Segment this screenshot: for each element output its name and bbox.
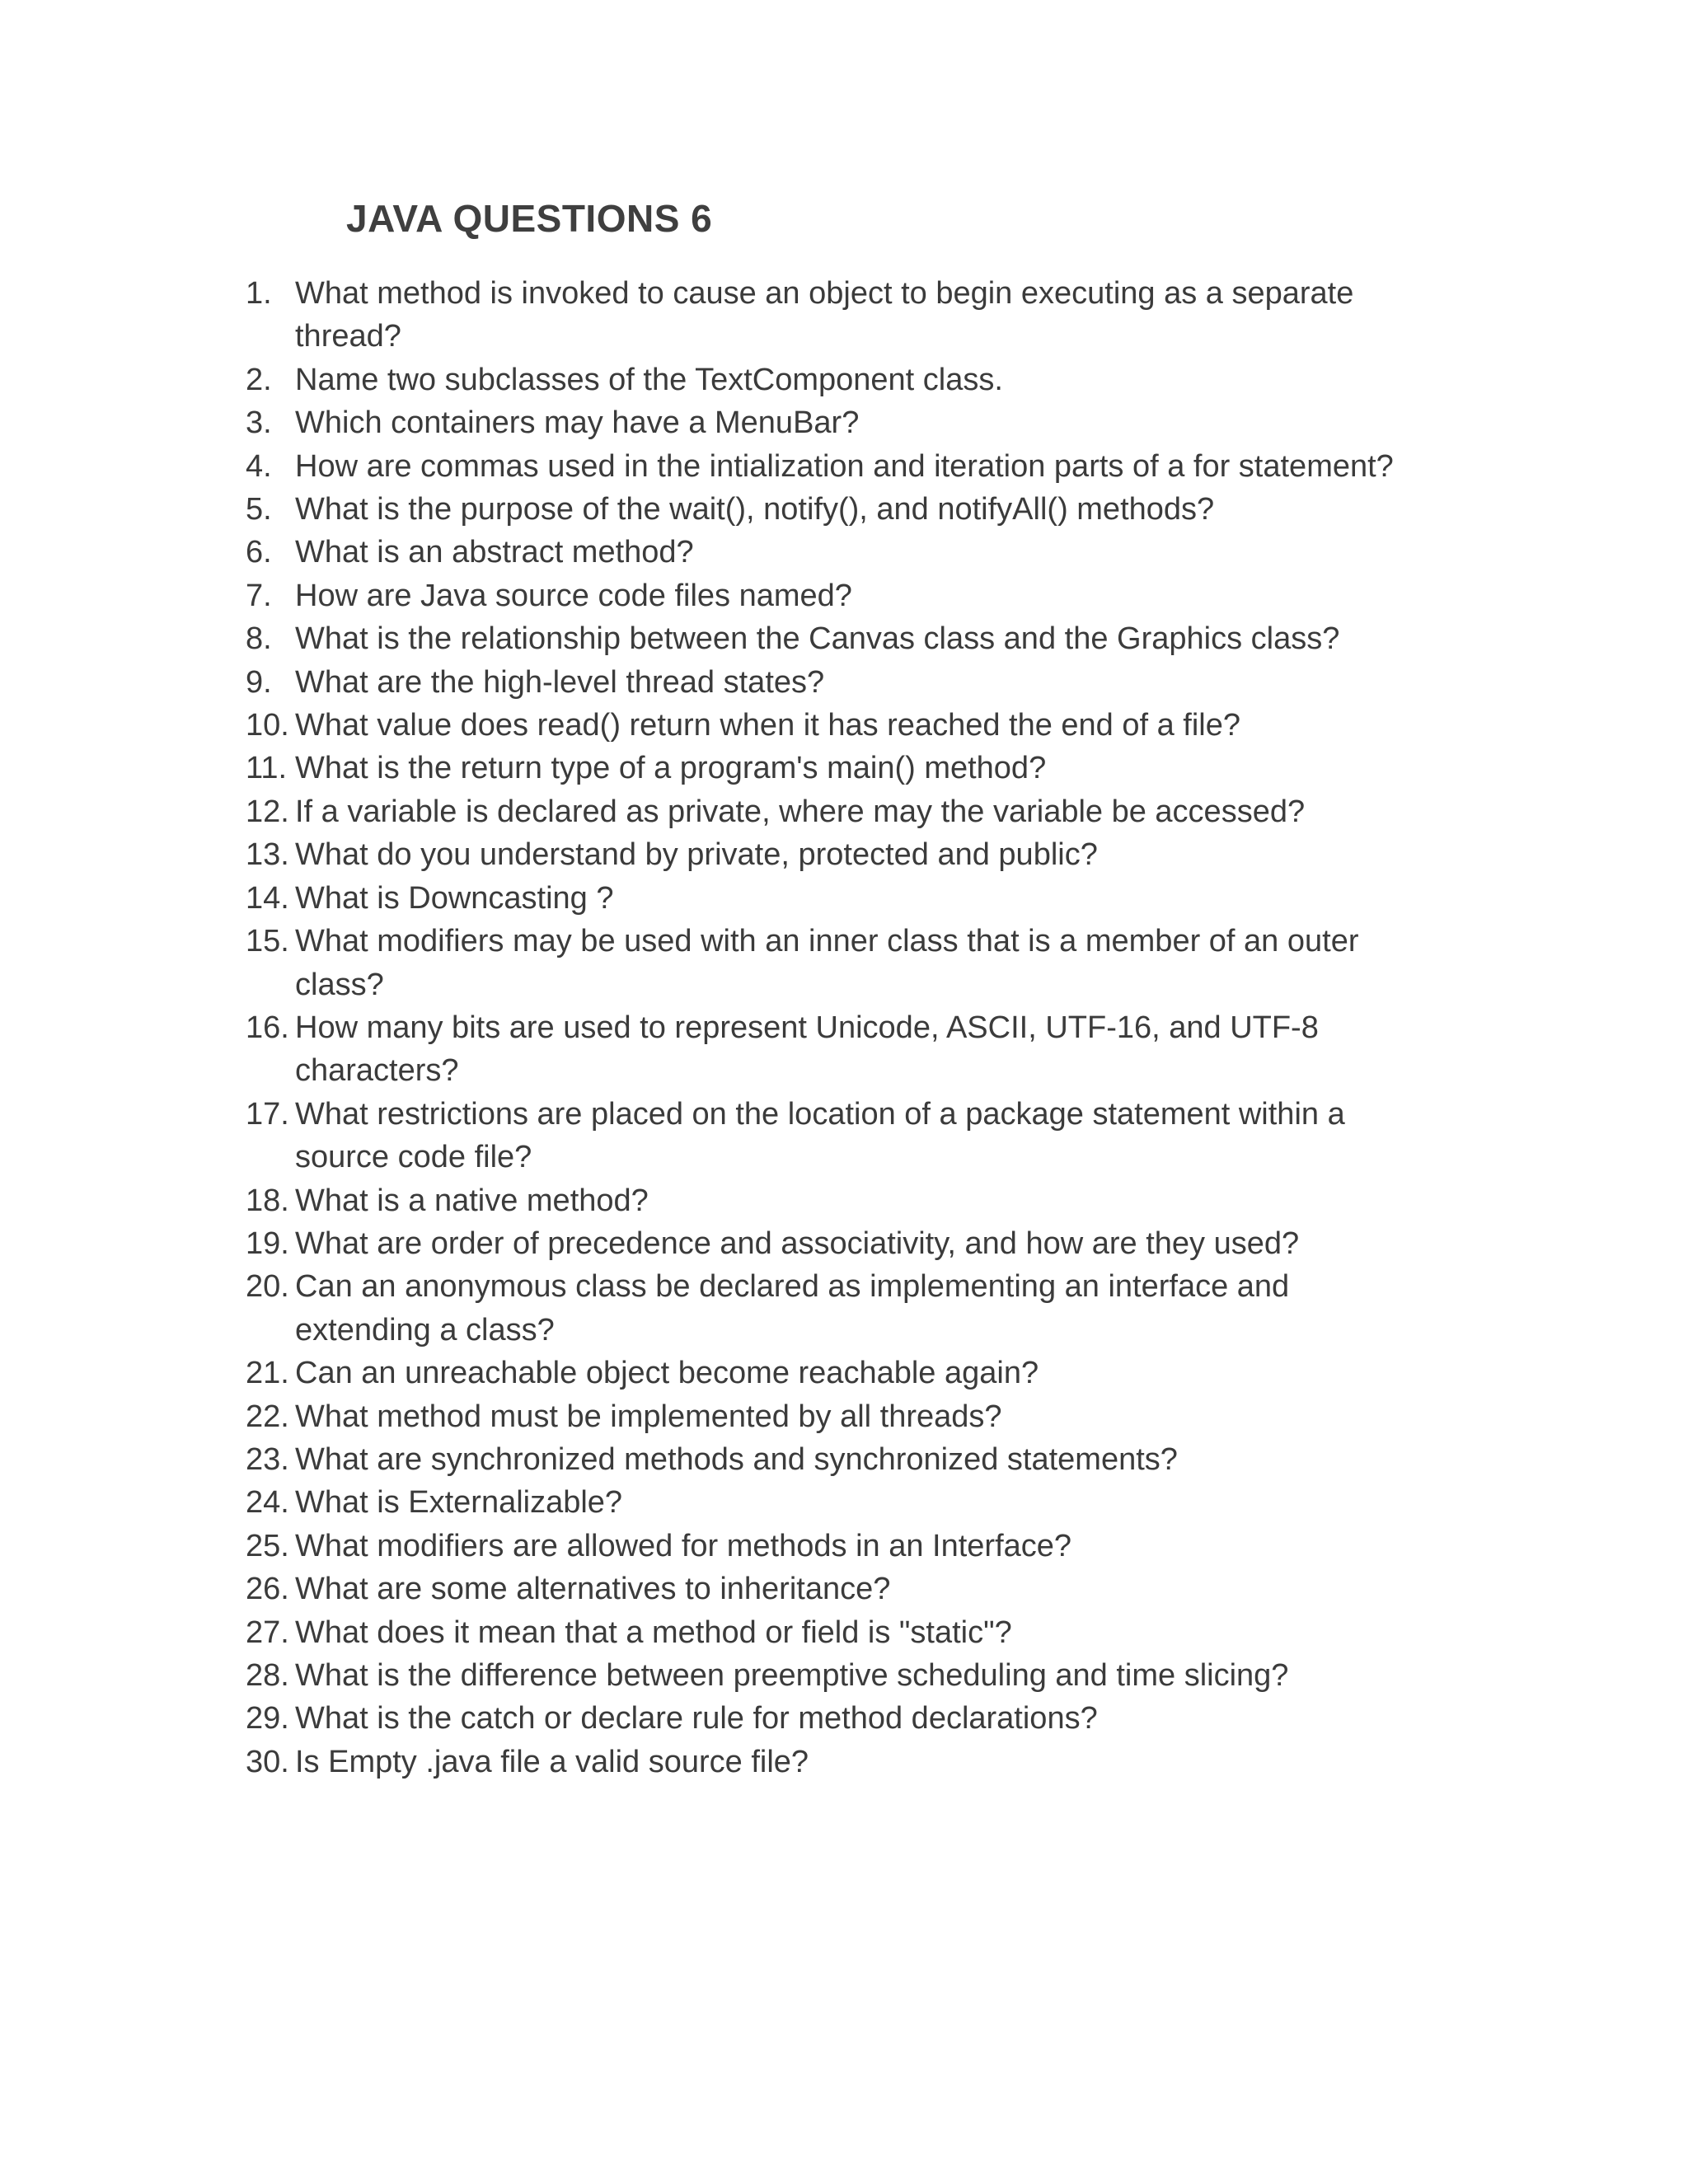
question-item (246, 790, 1465, 833)
question-list (246, 272, 1465, 1783)
question-number: 17. (246, 1096, 289, 1132)
question-text: class? (295, 967, 384, 1002)
question-text: What is Externalizable? (295, 1485, 623, 1521)
question-text: What are synchronized methods and synchronized statements? (295, 1441, 1178, 1477)
question-number: 2. (246, 362, 272, 397)
question-number: 1. (246, 276, 272, 311)
question-item (246, 1395, 1465, 1438)
question-text: Can an anonymous class be declared as implementing an interface and (295, 1269, 1290, 1305)
question-item (246, 877, 1465, 920)
question-text: What does it mean that a method or field is "static"? (295, 1615, 1012, 1650)
question-text: Which containers may have a MenuBar? (295, 405, 860, 441)
question-text: What are the high-level thread states? (295, 664, 825, 700)
question-number: 29. (246, 1701, 289, 1736)
question-item (246, 1525, 1465, 1568)
question-item (246, 445, 1465, 488)
question-text: What is Downcasting ? (295, 880, 614, 916)
page-title: JAVA QUESTIONS 6 (346, 197, 713, 240)
question-text: thread? (295, 319, 401, 354)
question-item (246, 1006, 1465, 1093)
question-number: 13. (246, 837, 289, 873)
question-number: 22. (246, 1399, 289, 1434)
question-item (246, 1741, 1465, 1783)
question-item (246, 704, 1465, 747)
question-item (246, 272, 1465, 359)
question-number: 15. (246, 924, 289, 959)
question-text: How many bits are used to represent Unicode, ASCII, UTF-16, and UTF-8 (295, 1010, 1319, 1045)
question-item (246, 747, 1465, 790)
question-text: extending a class? (295, 1312, 555, 1347)
question-number: 24. (246, 1485, 289, 1521)
question-item (246, 1438, 1465, 1481)
question-number: 12. (246, 794, 289, 829)
question-number: 26. (246, 1572, 289, 1607)
question-text: What is the catch or declare rule for method declarations? (295, 1701, 1098, 1736)
question-text: What do you understand by private, protected and public? (295, 837, 1098, 873)
question-item (246, 1265, 1465, 1352)
question-number: 18. (246, 1183, 289, 1218)
question-number: 20. (246, 1269, 289, 1305)
question-item (246, 920, 1465, 1006)
question-item (246, 359, 1465, 401)
question-item (246, 1481, 1465, 1524)
question-item (246, 401, 1465, 444)
question-text: characters? (295, 1053, 459, 1089)
question-number: 5. (246, 492, 272, 527)
question-item (246, 574, 1465, 617)
question-number: 7. (246, 578, 272, 613)
question-number: 8. (246, 621, 272, 657)
question-item (246, 617, 1465, 660)
question-item (246, 531, 1465, 574)
question-text: What method must be implemented by all threads? (295, 1399, 1002, 1434)
question-item (246, 1697, 1465, 1740)
question-number: 27. (246, 1615, 289, 1650)
question-item (246, 1611, 1465, 1654)
question-text: If a variable is declared as private, where may the variable be accessed? (295, 794, 1306, 829)
question-number: 14. (246, 880, 289, 916)
question-text: What method is invoked to cause an object to begin executing as a separate (295, 276, 1354, 311)
question-number: 28. (246, 1658, 289, 1693)
question-number: 16. (246, 1010, 289, 1045)
question-number: 30. (246, 1744, 289, 1779)
question-item (246, 1179, 1465, 1222)
question-item (246, 1352, 1465, 1394)
question-number: 9. (246, 664, 272, 700)
question-text: What is the return type of a program's main() method? (295, 751, 1047, 786)
question-item (246, 488, 1465, 531)
question-text: What is an abstract method? (295, 535, 694, 570)
question-text: What value does read() return when it has reached the end of a file? (295, 708, 1241, 743)
question-number: 21. (246, 1356, 289, 1391)
question-text: What is a native method? (295, 1183, 649, 1218)
question-text: What modifiers may be used with an inner class that is a member of an outer (295, 924, 1359, 959)
question-number: 19. (246, 1226, 289, 1261)
question-number: 6. (246, 535, 272, 570)
question-item (246, 1222, 1465, 1265)
question-text: source code file? (295, 1140, 532, 1175)
question-number: 3. (246, 405, 272, 441)
question-number: 10. (246, 708, 289, 743)
question-text: How are commas used in the intialization and iteration parts of a for statement? (295, 448, 1394, 484)
question-text: What are some alternatives to inheritance? (295, 1572, 891, 1607)
question-text: What restrictions are placed on the location of a package statement within a (295, 1096, 1345, 1132)
question-item (246, 833, 1465, 876)
question-item (246, 1093, 1465, 1179)
question-text: Is Empty .java file a valid source file? (295, 1744, 809, 1779)
question-text: Can an unreachable object become reachable again? (295, 1356, 1039, 1391)
question-text: What is the difference between preemptive scheduling and time slicing? (295, 1658, 1289, 1693)
question-item (246, 1568, 1465, 1610)
question-number: 23. (246, 1441, 289, 1477)
question-number: 11. (246, 751, 288, 786)
question-number: 4. (246, 448, 272, 484)
question-text: How are Java source code files named? (295, 578, 852, 613)
question-text: What is the relationship between the Canvas class and the Graphics class? (295, 621, 1340, 657)
question-number: 25. (246, 1528, 289, 1563)
question-item (246, 1654, 1465, 1697)
question-text: What are order of precedence and associativity, and how are they used? (295, 1226, 1300, 1261)
question-text: What modifiers are allowed for methods in an Interface? (295, 1528, 1072, 1563)
question-item (246, 661, 1465, 704)
question-text: What is the purpose of the wait(), notify(), and notifyAll() methods? (295, 492, 1215, 527)
question-text: Name two subclasses of the TextComponent class. (295, 362, 1003, 397)
